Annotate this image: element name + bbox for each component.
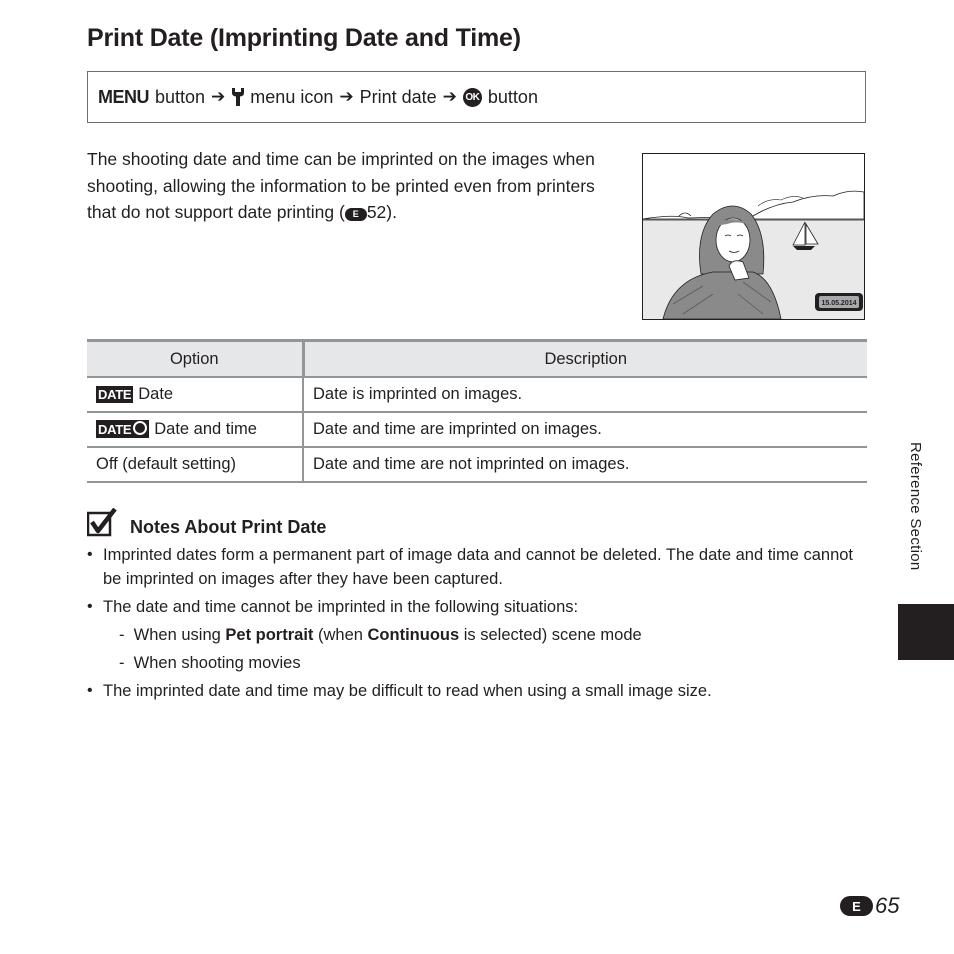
note-bold-text: Continuous (367, 626, 460, 644)
table-row (87, 447, 867, 482)
note-text: The date and time cannot be imprinted in the following situations: (103, 598, 579, 616)
arrow-right-icon: ➔ (442, 87, 457, 106)
bullet: • (87, 546, 93, 563)
menu-path-ok-text: button (487, 86, 538, 107)
menu-button-icon: MENU (98, 86, 149, 107)
menu-path-box (87, 71, 866, 123)
page-number-value: 65 (875, 893, 900, 918)
note-text: is selected) scene mode (459, 626, 642, 644)
clock-icon (133, 421, 147, 435)
note-text: Imprinted dates form a permanent part of image data and cannot be deleted. The date and time cannot be imprinted on images after they have been captured. (103, 546, 854, 588)
note-text: When using (133, 626, 226, 644)
options-table (87, 339, 867, 483)
list-item (87, 595, 867, 675)
bullet: • (87, 682, 93, 699)
ok-button-icon: OK (463, 88, 482, 107)
intro-ref-number: 52 (366, 202, 387, 222)
header-option: Option (87, 341, 303, 378)
intro-text: The shooting date and time can be imprinted on the images when shooting, allowing the information to be printed even from printers that do not support date printing ( (87, 149, 595, 222)
table-header-row (87, 341, 867, 378)
note-text: The imprinted date and time may be difficult to read when using a small image size. (103, 682, 712, 700)
note-text: When shooting movies (133, 654, 301, 672)
description-cell: Date and time are imprinted on images. (303, 412, 867, 447)
option-label: Date (138, 385, 174, 403)
option-label: Date and time (154, 420, 257, 438)
date-icon: DATE (98, 387, 132, 402)
notes-list (87, 543, 867, 707)
notes-title: Notes About Print Date (130, 517, 327, 537)
list-item (87, 543, 867, 591)
menu-path-setup-text: menu icon (250, 86, 334, 107)
section-label: Reference Section (907, 442, 924, 571)
sub-list-item (103, 651, 867, 675)
intro-paragraph (87, 146, 617, 226)
section-tab (898, 604, 954, 660)
option-cell: Off (default setting) (87, 447, 303, 482)
option-cell (87, 412, 303, 447)
page-number (840, 893, 899, 919)
date-time-icon-text: DATE (98, 422, 132, 437)
date-time-icon (96, 420, 149, 438)
table-row (87, 412, 867, 447)
checkmark-icon (87, 508, 117, 538)
menu-path-button-text: button (155, 86, 206, 107)
dash: - (119, 626, 125, 644)
reference-e-icon: E (840, 896, 873, 916)
note-bold-text: Pet portrait (225, 626, 314, 644)
menu-path-print-date: Print date (359, 86, 437, 107)
page-title: Print Date (Imprinting Date and Time) (87, 24, 521, 52)
sample-photo-illustration (642, 153, 865, 320)
description-cell: Date and time are not imprinted on images. (303, 447, 867, 482)
header-description: Description (303, 341, 867, 378)
arrow-right-icon: ➔ (339, 87, 354, 106)
option-cell (87, 377, 303, 412)
dash: - (119, 654, 125, 672)
arrow-right-icon: ➔ (211, 87, 226, 106)
wrench-icon (231, 87, 245, 107)
notes-header (87, 508, 326, 538)
reference-e-icon: E (345, 208, 367, 221)
list-item (87, 679, 867, 703)
sub-list-item (103, 623, 867, 647)
table-row (87, 377, 867, 412)
date-stamp-text: 15.05.2014 (821, 300, 857, 307)
bullet: • (87, 598, 93, 615)
intro-text-end: ). (386, 202, 397, 222)
description-cell: Date is imprinted on images. (303, 377, 867, 412)
note-text: (when (313, 626, 368, 644)
